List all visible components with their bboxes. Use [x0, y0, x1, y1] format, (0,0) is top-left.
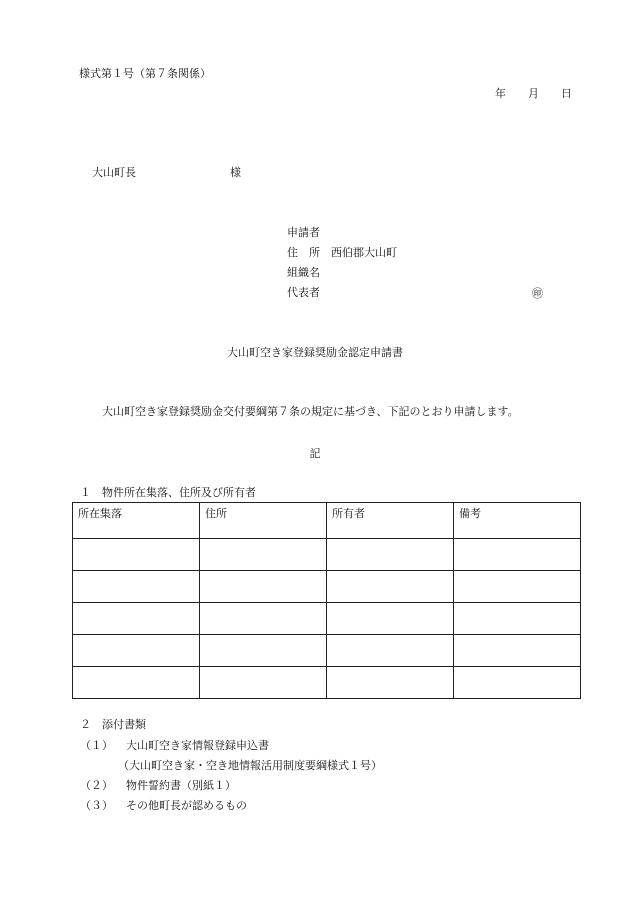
table-cell[interactable]	[327, 667, 454, 699]
column-header: 備考	[454, 503, 581, 539]
seal-mark: ㊞	[532, 287, 543, 300]
table-cell[interactable]	[200, 635, 327, 667]
column-header: 所有者	[327, 503, 454, 539]
date-month: 月	[528, 87, 539, 100]
attachment-text: 大山町空き家情報登録申込書	[126, 739, 269, 752]
attachment-text: 物件誓約書（別紙１）	[126, 779, 236, 792]
table-cell[interactable]	[454, 539, 581, 571]
form-number: 様式第１号（第７条関係）	[79, 67, 211, 80]
addressee-honorific: 様	[230, 166, 241, 179]
attachment-number: （２）	[80, 779, 113, 792]
attachment-item	[80, 739, 269, 753]
attachment-number: （１）	[80, 739, 113, 752]
date-year: 年	[495, 87, 506, 100]
table-cell[interactable]	[73, 603, 200, 635]
table-cell[interactable]	[73, 667, 200, 699]
table-cell[interactable]	[73, 635, 200, 667]
applicant-label: 申請者	[287, 226, 320, 239]
table-cell[interactable]	[200, 539, 327, 571]
attachment-note: （大山町空き家・空き地情報活用制度要綱様式１号）	[118, 759, 382, 772]
attachment-text: その他町長が認めるもの	[126, 799, 247, 812]
table-header-row	[73, 503, 581, 539]
intro-text: 大山町空き家登録奨励金交付要綱第７条の規定に基づき、下記のとおり申請します。	[102, 405, 519, 418]
applicant-block	[287, 226, 397, 306]
attachment-item	[80, 779, 236, 793]
table-row	[73, 539, 581, 571]
column-header: 住所	[200, 503, 327, 539]
table-cell[interactable]	[73, 571, 200, 603]
applicant-organization: 組織名	[287, 266, 320, 279]
table-row	[73, 571, 581, 603]
table-cell[interactable]	[327, 603, 454, 635]
section1-heading: １ 物件所在集落、住所及び所有者	[80, 486, 256, 499]
table-cell[interactable]	[454, 571, 581, 603]
addressee-name: 大山町長	[92, 166, 136, 179]
table-cell[interactable]	[200, 571, 327, 603]
column-header: 所在集落	[73, 503, 200, 539]
ki-heading: 記	[309, 447, 321, 460]
date-line	[495, 87, 572, 101]
table-cell[interactable]	[454, 635, 581, 667]
table-row	[73, 603, 581, 635]
table-cell[interactable]	[200, 603, 327, 635]
table-row	[73, 635, 581, 667]
table-cell[interactable]	[200, 667, 327, 699]
table-cell[interactable]	[454, 667, 581, 699]
attachment-number: （３）	[80, 799, 113, 812]
property-table	[72, 502, 581, 699]
table-cell[interactable]	[454, 603, 581, 635]
section2-heading: ２ 添付書類	[80, 718, 146, 731]
date-day: 日	[561, 87, 572, 100]
table-cell[interactable]	[73, 539, 200, 571]
applicant-address: 住 所 西伯郡大山町	[287, 246, 397, 259]
attachment-item	[80, 799, 247, 813]
table-cell[interactable]	[327, 571, 454, 603]
table-row	[73, 667, 581, 699]
table-cell[interactable]	[327, 635, 454, 667]
document-title: 大山町空き家登録奨励金認定申請書	[227, 346, 403, 359]
applicant-representative: 代表者	[287, 286, 320, 299]
table-cell[interactable]	[327, 539, 454, 571]
